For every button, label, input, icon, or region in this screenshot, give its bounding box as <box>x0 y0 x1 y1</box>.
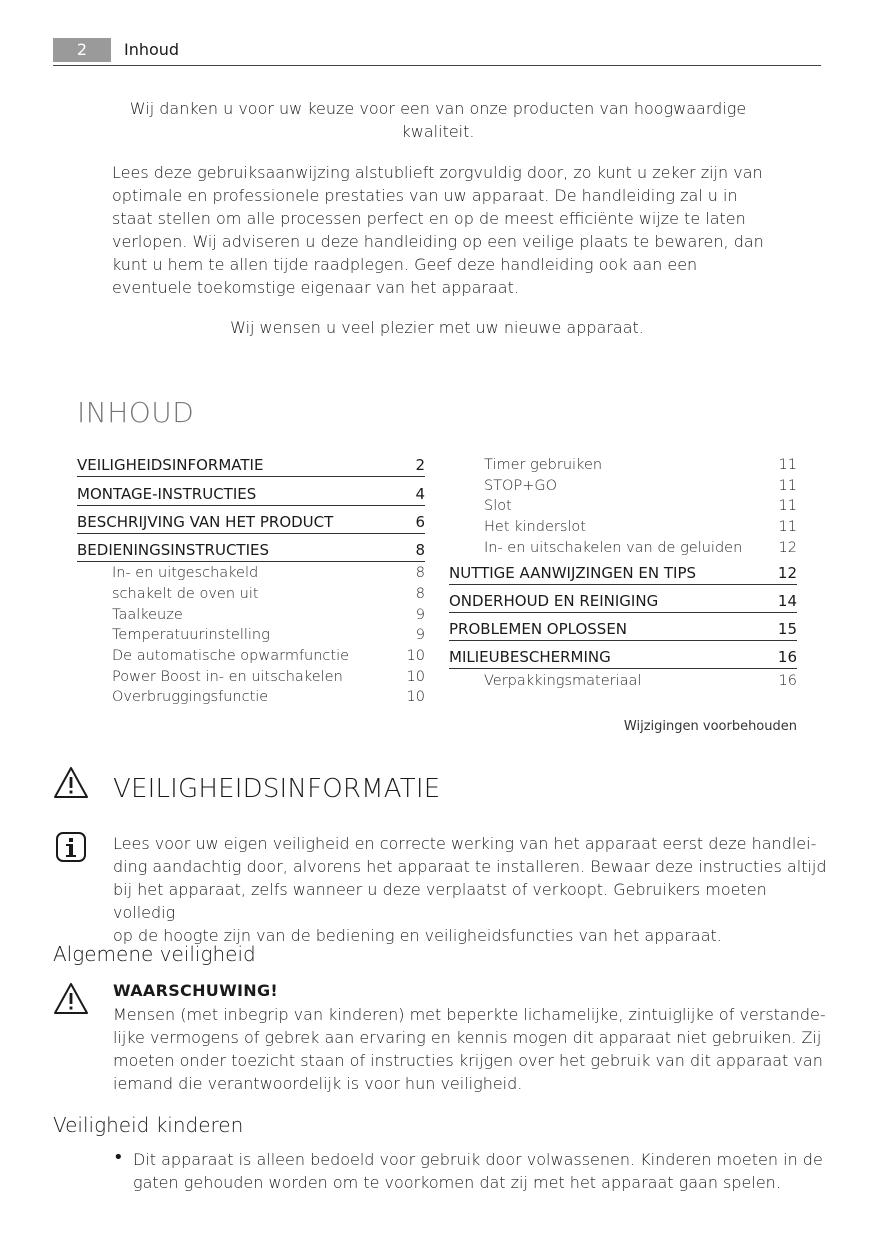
info-line: Lees voor uw eigen veiligheid en correcte werking van het apparaat eerst deze handlei- <box>113 834 817 853</box>
toc-entry-problemen[interactable] <box>449 618 797 641</box>
intro-line: verlopen. Wij adviseren u deze handleiding op een veilige plaats te bewaren, dan <box>112 232 764 251</box>
toc-subentry[interactable] <box>112 687 425 707</box>
toc-subentry-label: Timer gebruiken <box>484 457 603 473</box>
info-line: ding aandachtig door, alvorens het apparaat te installeren. Bewaar deze instructies altijd <box>113 857 827 876</box>
toc-subentry[interactable] <box>484 671 797 691</box>
intro-line: Lees deze gebruiksaanwijzing alstublieft zorgvuldig door, zo kunt u zeker zijn van <box>112 163 763 182</box>
toc-subentry[interactable] <box>112 625 425 645</box>
header-divider <box>53 65 821 66</box>
toc-entry-page: 14 <box>777 592 797 610</box>
children-line: Dit apparaat is alleen bedoeld voor gebruik door volwassenen. Kinderen moeten in de <box>133 1150 823 1169</box>
toc-subentry-label: schakelt de oven uit <box>112 586 259 602</box>
toc-entry-label: VEILIGHEIDSINFORMATIE <box>77 456 264 474</box>
intro-line: kunt u hem te allen tijde raadplegen. Geef deze handleiding ook aan een <box>112 255 698 274</box>
toc-entry-bedieningsinstructies[interactable] <box>77 539 425 562</box>
info-paragraph <box>113 832 828 947</box>
toc-entry-label: ONDERHOUD EN REINIGING <box>449 592 659 610</box>
toc-entry-page: 2 <box>415 456 425 474</box>
toc-subentry-label: Temperatuurinstelling <box>112 627 270 643</box>
toc-subentry[interactable] <box>112 646 425 666</box>
warning-line: moeten onder toezicht staan of instructies krijgen over het gebruik van dit apparaat van <box>113 1051 823 1070</box>
warning-line: Mensen (met inbegrip van kinderen) met beperkte lichamelijke, zintuiglijke of verstande- <box>113 1005 826 1024</box>
toc-subentry-page: 10 <box>406 669 425 685</box>
info-line: op de hoogte zijn van de bediening en veiligheidsfuncties van het apparaat. <box>113 926 722 945</box>
toc-subentry-page: 16 <box>778 673 797 689</box>
toc-subentry[interactable] <box>484 455 797 475</box>
general-safety-heading: Algemene veiligheid <box>53 942 256 966</box>
warning-icon <box>53 982 89 1019</box>
bullet-icon: • <box>113 1147 124 1168</box>
intro-read-paragraph <box>112 161 812 299</box>
warning-paragraph <box>113 1003 828 1095</box>
toc-subentry-label: De automatische opwarmfunctie <box>112 648 350 664</box>
intro-wish: Wij wensen u veel plezier met uw nieuwe apparaat. <box>230 318 644 337</box>
toc-entry-milieubescherming[interactable] <box>449 646 797 669</box>
toc-subentry[interactable] <box>112 605 425 625</box>
toc-subentry-label: In- en uitschakelen van de geluiden <box>484 540 743 556</box>
toc-title: INHOUD <box>77 396 195 429</box>
toc-subentry-label: Slot <box>484 498 512 514</box>
toc-entry-page: 6 <box>415 513 425 531</box>
toc-entry-label: NUTTIGE AANWIJZINGEN EN TIPS <box>449 564 697 582</box>
toc-subentry-label: Power Boost in- en uitschakelen <box>112 669 343 685</box>
toc-subentry[interactable] <box>112 584 425 604</box>
changes-note: Wijzigingen voorbehouden <box>623 719 797 734</box>
toc-subentry-label: In- en uitgeschakeld <box>112 565 259 581</box>
toc-entry-onderhoud[interactable] <box>449 590 797 613</box>
warning-icon <box>53 766 89 803</box>
toc-subentry-label: Overbruggingsfunctie <box>112 689 269 705</box>
toc-subentry-label: Het kinderslot <box>484 519 586 535</box>
toc-entry-label: BESCHRIJVING VAN HET PRODUCT <box>77 513 334 531</box>
toc-subentry-label: Taalkeuze <box>112 607 183 623</box>
intro-line: staat stellen om alle processen perfect en op de meest efficiënte wijze te laten <box>112 209 746 228</box>
toc-subentry[interactable] <box>484 496 797 516</box>
toc-subentry-page: 10 <box>406 648 425 664</box>
toc-subentry[interactable] <box>484 538 797 558</box>
toc-entry-label: PROBLEMEN OPLOSSEN <box>449 620 628 638</box>
section-title: VEILIGHEIDSINFORMATIE <box>113 774 441 804</box>
toc-entry-label: MILIEUBESCHERMING <box>449 648 611 666</box>
intro-line: eventuele toekomstige eigenaar van het apparaat. <box>112 278 519 297</box>
warning-line: iemand die verantwoordelijk is voor hun veiligheid. <box>113 1074 523 1093</box>
toc-subentry-page: 11 <box>778 519 797 535</box>
toc-subentry[interactable] <box>484 517 797 537</box>
intro-thanks: Wij danken u voor uw keuze voor een van onze producten van hoogwaardige kwaliteit. <box>129 99 747 141</box>
children-bullet-text <box>133 1148 823 1194</box>
toc-entry-page: 8 <box>415 541 425 559</box>
toc-subentry[interactable] <box>112 667 425 687</box>
intro-line: optimale en professionele prestaties van uw apparaat. De handleiding zal u in <box>112 186 738 205</box>
info-icon <box>56 832 86 866</box>
warning-line: lijke vermogens of gebrek aan ervaring en kennis mogen dit apparaat niet gebruiken. Zij <box>113 1028 822 1047</box>
toc-entry-label: MONTAGE-INSTRUCTIES <box>77 485 257 503</box>
toc-subentry-page: 8 <box>415 586 425 602</box>
toc-entry-label: BEDIENINGSINSTRUCTIES <box>77 541 270 559</box>
toc-entry-beschrijving[interactable] <box>77 511 425 534</box>
toc-subentry-page: 11 <box>778 478 797 494</box>
toc-subentry-label: Verpakkingsmateriaal <box>484 673 642 689</box>
header-title: Inhoud <box>124 40 180 59</box>
warning-label: WAARSCHUWING! <box>113 981 278 1000</box>
toc-subentry-page: 9 <box>415 627 425 643</box>
toc-subentry[interactable] <box>112 563 425 583</box>
toc-subentry-page: 9 <box>415 607 425 623</box>
toc-entry-nuttige-aanwijzingen[interactable] <box>449 562 797 585</box>
page-number: 2 <box>53 38 111 62</box>
children-line: gaten gehouden worden om te voorkomen dat zij met het apparaat gaan spelen. <box>133 1173 781 1192</box>
toc-subentry[interactable] <box>484 476 797 496</box>
toc-entry-page: 16 <box>777 648 797 666</box>
toc-entry-page: 15 <box>777 620 797 638</box>
toc-subentry-page: 10 <box>406 689 425 705</box>
toc-entry-montage-instructies[interactable] <box>77 483 425 506</box>
toc-subentry-page: 11 <box>778 498 797 514</box>
toc-subentry-page: 12 <box>778 540 797 556</box>
children-safety-heading: Veiligheid kinderen <box>53 1113 244 1137</box>
toc-subentry-label: STOP+GO <box>484 478 558 494</box>
info-line: bij het apparaat, zelfs wanneer u deze verplaatst of verkoopt. Gebruikers moeten volledig <box>113 880 767 922</box>
toc-entry-page: 4 <box>415 485 425 503</box>
toc-subentry-page: 8 <box>415 565 425 581</box>
toc-entry-page: 12 <box>777 564 797 582</box>
toc-subentry-page: 11 <box>778 457 797 473</box>
toc-entry-veiligheidsinformatie[interactable] <box>77 454 425 477</box>
